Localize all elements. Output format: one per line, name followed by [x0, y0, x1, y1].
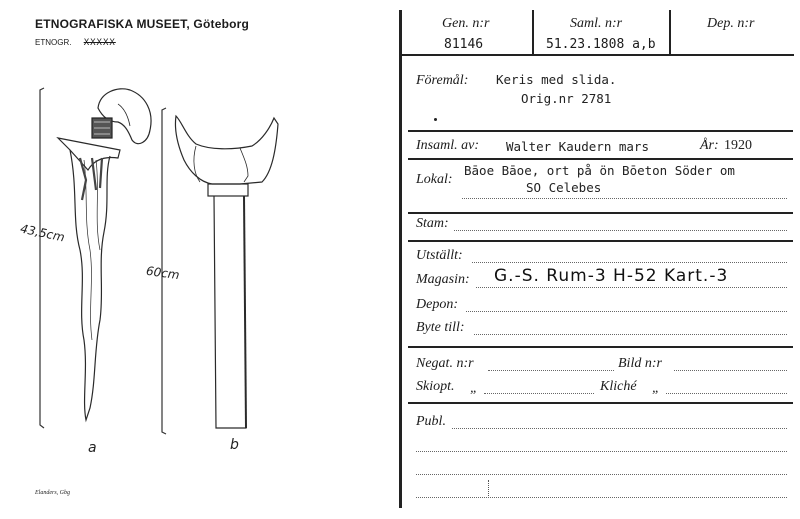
row-divider: [408, 158, 793, 160]
dotted-line: [666, 393, 787, 394]
museum-title: ETNOGRAFISKA MUSEET, Göteborg: [35, 17, 250, 31]
byte-till-label: Byte till:: [416, 320, 465, 335]
row-divider: [408, 130, 793, 132]
saml-number-label: Saml. n:r: [570, 16, 623, 31]
skiopt-ditto: „: [470, 381, 478, 396]
depon-label: Depon:: [416, 297, 458, 312]
length-label-a: 43,5cm: [19, 221, 66, 245]
gen-number-label: Gen. n:r: [442, 16, 490, 31]
catalogue-card: [399, 10, 794, 508]
etnogr-label: ETNOGR.: [35, 38, 72, 47]
lokal-value-line1: Bāoe Bāoe, ort på ön Bōeton Söder om: [464, 163, 735, 178]
foremal-label: Föremål:: [416, 73, 469, 88]
insaml-label: Insaml. av:: [416, 138, 479, 153]
dotted-line: [416, 497, 787, 498]
lokal-label: Lokal:: [416, 172, 453, 187]
dotted-line: [416, 451, 787, 452]
dotted-line: [462, 198, 787, 199]
saml-number-value: 51.23.1808 a,b: [546, 37, 656, 52]
scabbard-drawing: [175, 116, 278, 428]
row-divider: [408, 346, 793, 348]
kliche-ditto: „: [652, 381, 660, 396]
ar-label: År:: [700, 138, 719, 153]
dotted-line: [416, 474, 787, 475]
dotted-line: [484, 393, 594, 394]
negat-label: Negat. n:r: [416, 356, 474, 371]
lokal-value-line2: SO Celebes: [526, 180, 602, 195]
keris-drawing: [58, 89, 151, 420]
publ-label: Publ.: [416, 414, 446, 429]
skiopt-label: Skiopt.: [416, 379, 455, 394]
dep-number-label: Dep. n:r: [707, 16, 755, 31]
insaml-value: Walter Kaudern mars: [506, 139, 649, 154]
stam-label: Stam:: [416, 216, 449, 231]
dotted-line: [674, 370, 787, 371]
kliche-label: Kliché: [600, 379, 637, 394]
gen-number-value: 81146: [444, 37, 484, 52]
magasin-label: Magasin:: [416, 272, 470, 287]
header-divider: [669, 10, 671, 56]
dotted-line: [452, 428, 787, 429]
ar-value: 1920: [724, 138, 752, 153]
magasin-value: G.-S. Rum-3 H-52 Kart.-3: [494, 266, 729, 286]
measure-bracket-a: [40, 88, 44, 428]
stray-mark: [434, 118, 437, 121]
dotted-line: [466, 311, 787, 312]
bild-label: Bild n:r: [618, 356, 662, 371]
dotted-line: [472, 262, 787, 263]
foremal-value: Keris med slida.: [496, 72, 617, 87]
figure-label-b: b: [230, 437, 239, 453]
dotted-line: [476, 287, 787, 288]
orig-number-value: Orig.nr 2781: [521, 91, 612, 106]
length-label-b: 60cm: [145, 263, 181, 283]
row-divider: [408, 212, 793, 214]
stray-mark: [488, 480, 489, 496]
row-divider: [408, 240, 793, 242]
dotted-line: [488, 370, 614, 371]
header-divider: [532, 10, 534, 56]
dotted-line: [454, 230, 787, 231]
dotted-line: [474, 334, 787, 335]
etnogr-struck-number: XXXXX: [83, 38, 116, 48]
utstallt-label: Utställt:: [416, 248, 463, 263]
row-divider: [408, 402, 793, 404]
figure-label-a: a: [88, 440, 97, 456]
printer-imprint: Elanders, Gbg: [35, 490, 70, 496]
card-header: [402, 10, 794, 56]
